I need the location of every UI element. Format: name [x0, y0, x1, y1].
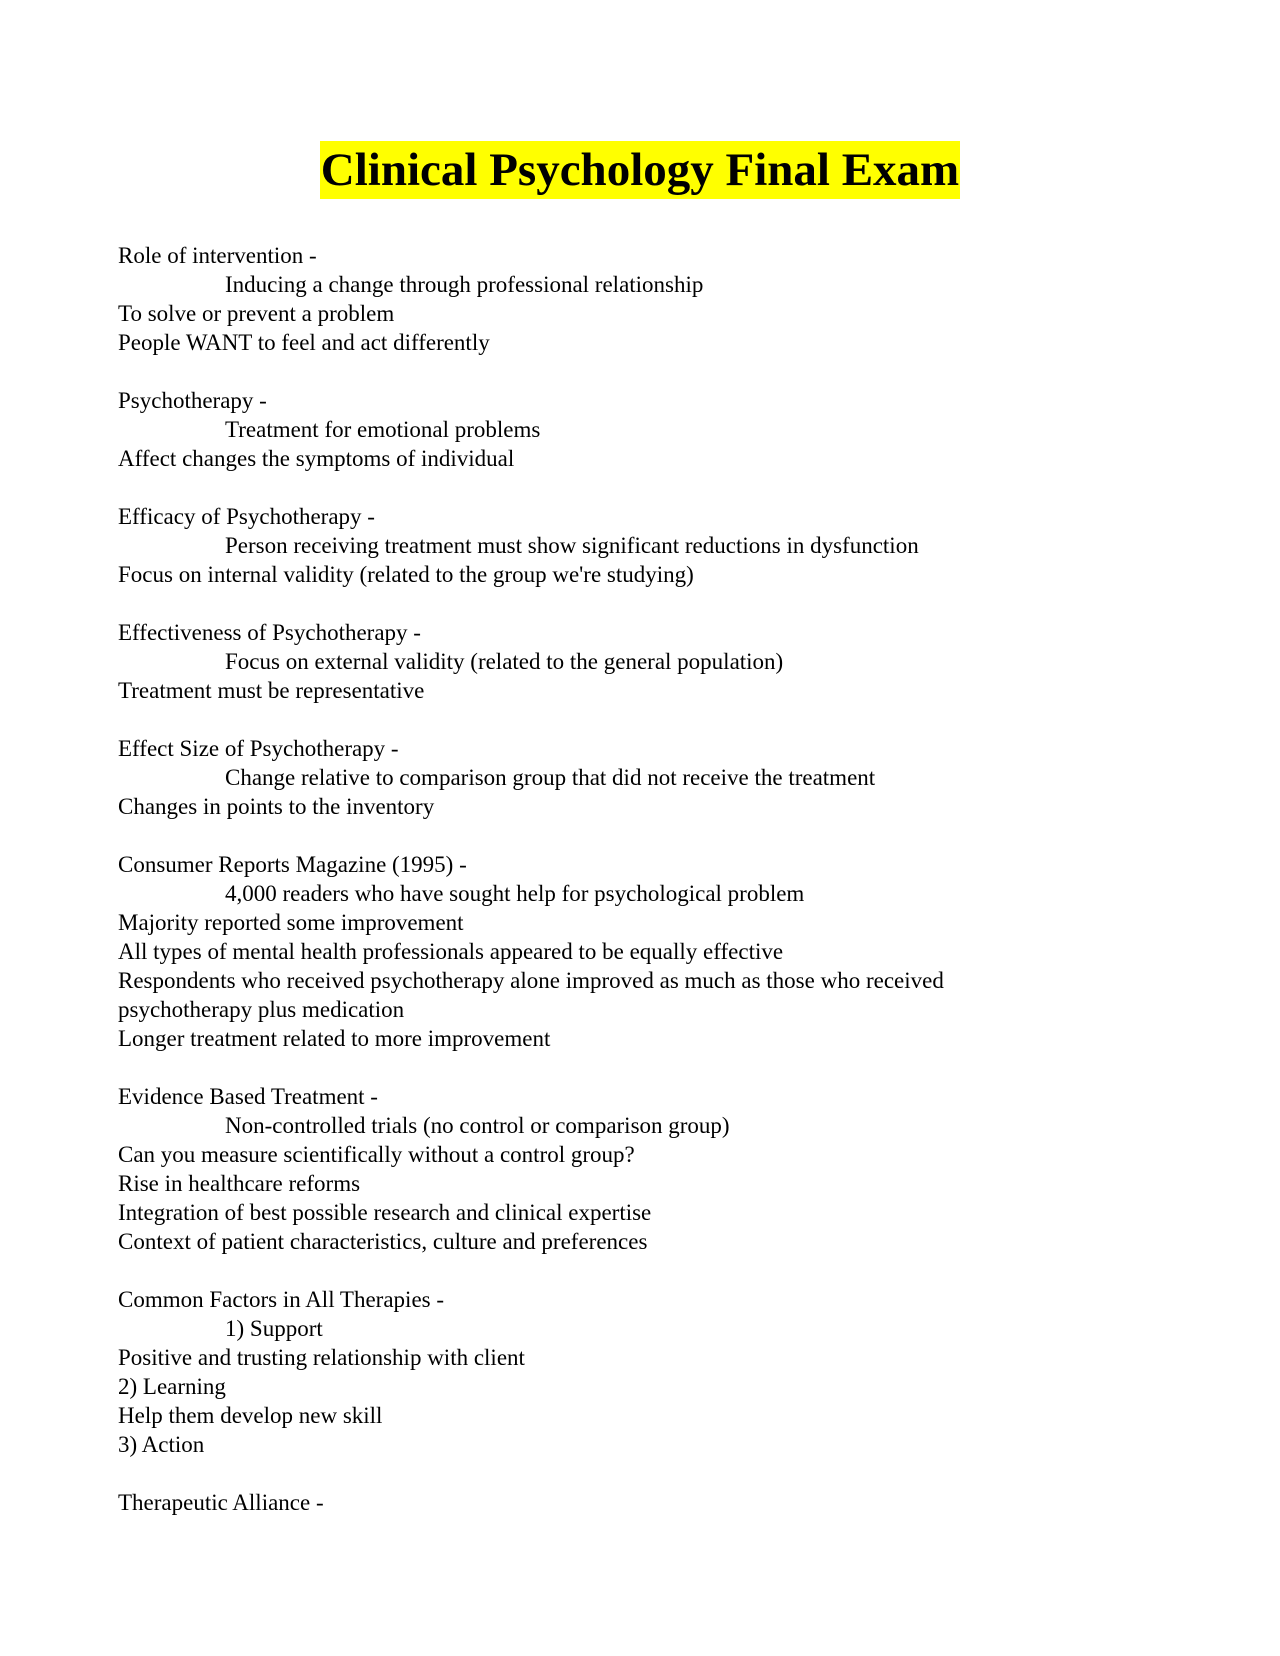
section [118, 734, 1178, 821]
section-line: Rise in healthcare reforms [118, 1171, 361, 1196]
section [118, 1082, 1178, 1256]
section-heading: Effect Size of Psychotherapy - [118, 736, 399, 761]
section-line: 4,000 readers who have sought help for psychological problem [225, 881, 805, 906]
section [118, 850, 1178, 1053]
section-line: Focus on internal validity (related to the group we're studying) [118, 562, 694, 587]
section-line: Treatment for emotional problems [225, 417, 541, 442]
section [118, 618, 1178, 705]
section [118, 386, 1178, 473]
section-line: Respondents who received psychotherapy alone improved as much as those who received [118, 968, 944, 993]
section-heading: Efficacy of Psychotherapy - [118, 504, 375, 529]
section-line: Changes in points to the inventory [118, 794, 435, 819]
section-heading: Psychotherapy - [118, 388, 267, 413]
section-heading: Effectiveness of Psychotherapy - [118, 620, 421, 645]
section-heading: Consumer Reports Magazine (1995) - [118, 852, 467, 877]
section-line: Non-controlled trials (no control or comparison group) [225, 1113, 730, 1138]
section-line: Person receiving treatment must show significant reductions in dysfunction [225, 533, 919, 558]
section-line: Focus on external validity (related to the general population) [225, 649, 784, 674]
section-line: 1) Support [225, 1316, 323, 1341]
section-line: Longer treatment related to more improvement [118, 1026, 551, 1051]
section [118, 502, 1178, 589]
section-line: Positive and trusting relationship with client [118, 1345, 525, 1370]
section-line: Inducing a change through professional relationship [225, 272, 704, 297]
section-line: To solve or prevent a problem [118, 301, 395, 326]
section [118, 241, 1178, 357]
section-heading: Therapeutic Alliance - [118, 1490, 324, 1515]
section-line: psychotherapy plus medication [118, 997, 405, 1022]
section-line: People WANT to feel and act differently [118, 330, 490, 355]
section-line: Help them develop new skill [118, 1403, 383, 1428]
section-line: All types of mental health professionals appeared to be equally effective [118, 939, 784, 964]
section-heading: Role of intervention - [118, 243, 317, 268]
section-line: Majority reported some improvement [118, 910, 464, 935]
section-line: 2) Learning [118, 1374, 226, 1399]
section [118, 1285, 1178, 1459]
page-title: Clinical Psychology Final Exam [320, 141, 960, 199]
section-line: Change relative to comparison group that did not receive the treatment [225, 765, 876, 790]
section [118, 1488, 1178, 1517]
section-heading: Evidence Based Treatment - [118, 1084, 378, 1109]
title-container [0, 141, 1280, 199]
section-line: Affect changes the symptoms of individual [118, 446, 515, 471]
section-line: Context of patient characteristics, culture and preferences [118, 1229, 648, 1254]
section-line: Can you measure scientifically without a control group? [118, 1142, 635, 1167]
section-line: 3) Action [118, 1432, 205, 1457]
section-heading: Common Factors in All Therapies - [118, 1287, 445, 1312]
document-body [118, 241, 1178, 1546]
section-line: Integration of best possible research and clinical expertise [118, 1200, 652, 1225]
section-line: Treatment must be representative [118, 678, 425, 703]
